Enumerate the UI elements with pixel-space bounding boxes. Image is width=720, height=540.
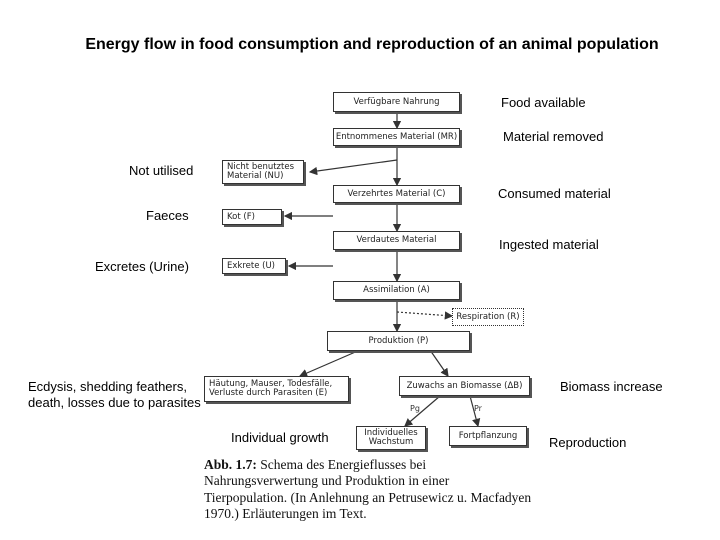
label-individual-growth: Individual growth (231, 430, 329, 445)
label-reproduction: Reproduction (549, 435, 627, 450)
label-material-removed: Material removed (503, 129, 604, 144)
box-exkrete: Exkrete (U) (222, 258, 286, 274)
box-kot: Kot (F) (222, 209, 282, 225)
box-zuwachs-biomasse: Zuwachs an Biomasse (ΔB) (399, 376, 530, 396)
label-excretes: Excretes (Urine) (95, 259, 189, 274)
label-not-utilised: Not utilised (129, 163, 194, 178)
box-haeutung: Häutung, Mauser, Todesfälle, Verluste durch Parasiten (E) (204, 376, 349, 402)
box-entnommenes-material: Entnommenes Material (MR) (333, 128, 460, 146)
page-title: Energy flow in food consumption and reproduction of an animal population (85, 36, 659, 53)
box-individuelles-wachstum: Individuelles Wachstum (356, 426, 426, 450)
label-ingested-material: Ingested material (499, 237, 599, 252)
box-verzehrtes-material: Verzehrtes Material (C) (333, 185, 460, 203)
label-faeces: Faeces (146, 208, 189, 223)
box-nicht-benutztes-material: Nicht benutztes Material (NU) (222, 160, 304, 184)
box-assimilation: Assimilation (A) (333, 281, 460, 300)
caption-prefix: Abb. 1.7: (204, 457, 257, 472)
box-fortpflanzung: Fortpflanzung (449, 426, 527, 446)
box-verfuegbare-nahrung: Verfügbare Nahrung (333, 92, 460, 112)
caption-text: Schema des Energieflusses bei Nahrungsverwertung und Produktion in einer Tierpopulation. (In Anlehnung an Petrusewicz u. Macfadyen 1970.) Erläuterungen im Text. (204, 457, 532, 522)
box-respiration: Respiration (R) (452, 308, 524, 326)
box-produktion: Produktion (P) (327, 331, 470, 351)
label-consumed-material: Consumed material (498, 186, 611, 201)
figure-caption (204, 457, 534, 523)
label-food-available: Food available (501, 95, 586, 110)
label-ecdysis: Ecdysis, shedding feathers, death, losses due to parasites (28, 379, 201, 410)
box-verdautes-material: Verdautes Material (333, 231, 460, 250)
label-biomass-increase: Biomass increase (560, 379, 663, 394)
pg-label: Pg (410, 404, 420, 413)
pr-label: Pr (474, 404, 482, 413)
